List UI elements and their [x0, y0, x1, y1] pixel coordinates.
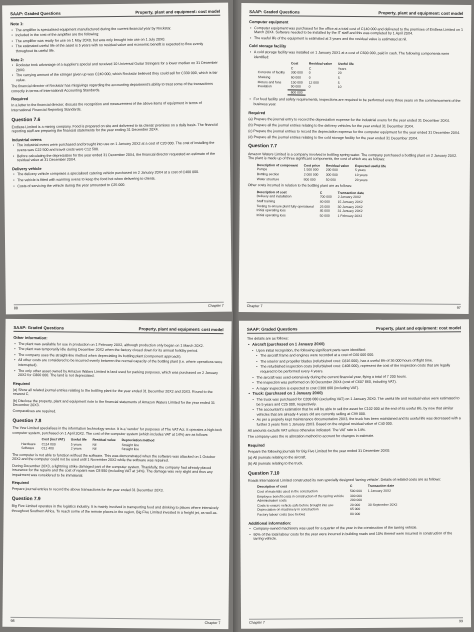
- bullet: • Company-owned machinery was used for a quarter of the year in the construction of the tarring vehicle.: [253, 525, 462, 531]
- table-cell: Hardware: [21, 441, 36, 446]
- page-number: 97: [456, 305, 461, 310]
- table-header: Cost (incl VAT): [41, 437, 65, 442]
- bullet: • Included in the cost of the amplifier are the following:: [15, 31, 220, 38]
- costs-table: [253, 190, 367, 219]
- required-heading: Required: [11, 480, 29, 486]
- table-cell: 10: [337, 85, 342, 90]
- bullet: • For food facility and safety requirements, inspections are required to be performed every three years on the commencement of the business year.: [253, 97, 462, 108]
- paragraph: Big Five Limited operates in the logistics industry. It is mainly involved in transporting food and drinking to places where intensively throughout Southern Africa. To reach some of the remote places in the region, Big Five Limited invested in a freight jet, as well as.: [11, 504, 219, 515]
- bullet: • The interior and propeller blades (refurbished cost: C816 000), has a useful life of 36 000 hours of flight time.: [260, 358, 461, 364]
- required-item: (a) Prepare the journal entry to record the depreciation expense for the industrial ovens for the year ended 31 December 20X4.: [248, 116, 450, 123]
- table-cell: Nil: [92, 447, 97, 452]
- required-item: (b) All journals relating to the truck.: [247, 461, 304, 466]
- page-number: 98: [10, 618, 15, 623]
- paragraph: Prepare journal entries to record the above transactions for the year ended 31 December 20X3.: [11, 487, 164, 493]
- header-left: SAAP: Graded Questions: [249, 9, 300, 15]
- table-cell: Costs to ensure vehicle safe before brought into use: [257, 502, 334, 508]
- bullet: • A cold storage facility was installed on 1 January 20X1 at a cost of C600 000, paid in cash. The following components were identified:: [254, 50, 463, 61]
- table-cell: Nil: [92, 442, 97, 447]
- table-cell: 20 000: [350, 502, 361, 507]
- table-cell: Straight line: [121, 442, 140, 447]
- table-row: [18, 446, 157, 452]
- bullet: • The company uses the straight-line method when depreciating its bottling plant (component approach).: [18, 353, 223, 360]
- table-cell: 90 000: [290, 84, 301, 89]
- table-cell: 5 years: [70, 442, 82, 447]
- page-top-left: [2, 3, 232, 315]
- table-row: [253, 213, 366, 219]
- header-right: Property, plant and equipment: cost model: [378, 10, 464, 16]
- table-cell: 10 years: [354, 172, 368, 178]
- page-body: [10, 20, 222, 189]
- table-cell: 800 000: [303, 177, 316, 182]
- required-heading: Required: [11, 96, 29, 102]
- table-total: 600 000: [288, 90, 306, 96]
- page-header: [249, 9, 463, 18]
- table-cell: 5: [337, 75, 340, 80]
- bullet: • The carrying amount of the stringer given up was C240 000, which Rockstar believed they could sell for C330 000, which is fair value.: [16, 71, 221, 83]
- table-cell: Factory labour costs (see below): [257, 512, 305, 517]
- section-heading: Industrial ovens: [11, 136, 42, 143]
- table-cell: Initial operating loss: [256, 212, 286, 218]
- table-cell: 300 000: [290, 70, 303, 75]
- chapter-label: Chapter 7: [207, 303, 224, 308]
- table-cell: Insulation: [257, 84, 272, 89]
- table-cell: 2 years: [70, 446, 82, 451]
- table-cell: 700 000: [319, 195, 332, 200]
- bullet: • Costs of servicing the vehicle during the year amounted to C25 000.: [17, 181, 222, 188]
- book-gutter-shadow: [233, 0, 239, 632]
- table-cell: 1 February 20X2: [337, 213, 363, 218]
- table-cell: Employee benefit costs in construction of the tarring vehicle: [257, 493, 345, 499]
- table-cell: Water structure: [256, 176, 280, 181]
- table-cell: 500 000: [349, 488, 362, 493]
- table-row: [254, 512, 400, 518]
- paragraph: During December 20X3, a lightning strike damaged part of the computer system. Thankfully, the company had already placed insurance for the repairs and the cost of repairs was C8 550 (including VAT at 14%). The damage was very slight and thus any impairment was considered to be immaterial.: [11, 463, 213, 478]
- bullet: • The aircraft frame and engines were recorded at a cost of C60 000 000.: [260, 353, 461, 359]
- bullet: • The accountant's estimation that he will be able to sell the asset for C102 000 at the end of its useful life, by now that similar vehicles that are already 4 years old are currently selling at C99 000.: [257, 406, 462, 417]
- table-header: Useful life: [337, 62, 354, 67]
- table-header: Transaction date: [367, 484, 395, 489]
- table-cell: 1 January 20X2: [367, 488, 392, 493]
- table-cell: 80 000: [350, 511, 361, 516]
- table-cell: Initial operating loss: [256, 208, 286, 213]
- bullet: • The truck was purchased for C208 080 (excluding VAT) on 1 January 20X0. The useful life and residual value were estimated to be 5 years and C25 000, respectively.: [256, 396, 461, 407]
- section-heading: Other information:: [13, 334, 48, 341]
- paragraph: Endless Limited is a mining company. Food is prepared on site and delivered to its clients' premises on a daily basis. The financial reporting staff are preparing the financial statements for the year ending 31 December 20X4.: [11, 122, 218, 134]
- required-item: (a) All journals relating to the aircraft.: [247, 455, 307, 460]
- page-body: [247, 335, 462, 541]
- bullet: • The estimated useful life of the asset is 5 years with no residual value and economic benefit is expected to flow evenly throughout its useful life.: [16, 42, 221, 54]
- table-cell: 30 September 20X2: [367, 502, 398, 507]
- table-cell: [365, 512, 400, 517]
- table-cell: 65 000: [350, 507, 361, 512]
- table-cell: [306, 90, 335, 96]
- paragraph: The details are as follows:: [247, 336, 289, 341]
- bullet: • The refurbished inspection costs (refurbished cost: C408 000), represent the cost of the inspection costs that are legally required to be performed every 4 years.: [260, 364, 461, 375]
- header-right: Property, plant and equipment: cost model: [138, 326, 224, 333]
- table-cell: 0: [308, 70, 311, 75]
- section-heading: Delivery vehicle: [12, 165, 42, 172]
- table-header: Cost: [290, 61, 299, 66]
- table-cell: Shelving: [257, 75, 271, 80]
- header-right: Property, plant and equipment: cost model: [135, 8, 221, 15]
- page-number: 88: [13, 306, 18, 311]
- table-cell: 80 000: [319, 199, 330, 204]
- table-cell: Depreciation on machinery in construction: [257, 507, 319, 512]
- bullet: • The inspection was performed on 30 December 20X4 (cost of C607 860, including VAT).: [256, 380, 461, 386]
- table-cell: [255, 89, 288, 95]
- required-item: (d) Prepare all the journal entries relating to the cold storage facility for the year ended 31 December 20X4.: [248, 134, 419, 141]
- table-header: Residual value: [308, 61, 332, 66]
- table-cell: 2 January 20X2: [337, 195, 361, 200]
- table-cell: Software: [21, 446, 35, 451]
- table-header: Cost price: [303, 163, 320, 168]
- chapter-label: Chapter 7: [249, 620, 265, 625]
- table-cell: Cost of materials used in the construction: [257, 489, 318, 494]
- table-cell: 15 January 20X2: [337, 199, 363, 204]
- bullet: • Computer equipment was purchased for the office at a total cost of C140 000 and delivered to the premises of Endless Limited on 1 March 20X4. Software needed to be installed by the IT staff and this was completed by 1 April 20X4.: [254, 26, 463, 37]
- required-item: (a) Show all related journal entries relating to the bottling plant for the year ended 31 December 20X2 and 20X3. Round to the nearest C.: [12, 387, 213, 397]
- bullet: • The industrial ovens were purchased and brought into use on 1 January 20X2 at a cost of C20 000. The cost of installing the ovens was C22 500 and travel costs were C12 500.: [17, 141, 222, 153]
- table-cell: 25 000: [319, 204, 330, 209]
- table-header: C: [319, 190, 323, 195]
- bullet: • As per a properly kept maintenance documentation 20X3, the truck has been maintained and its useful life was decreased with a further 3 years from 1 January 20X3. Based on the original residual value of C40 000.: [257, 417, 462, 428]
- page-header: [10, 9, 220, 19]
- section-heading: Additional information:: [248, 519, 292, 526]
- bullet: • A major inspection is expected to cost C300 000 (including VAT).: [256, 385, 461, 391]
- paragraph: All amounts exclude VAT unless otherwise indicated. The VAT rate is 14%.: [247, 428, 366, 433]
- bullet: • The plant was temporarily idle during December 20X2 when the factory closed down for its annual holiday period.: [18, 347, 223, 354]
- question-title: Question 7.7: [248, 144, 277, 150]
- bullet: • The amplifier was ready for use on 1 May 20X0, but was only brought into use on 1 July 20X0.: [16, 37, 221, 44]
- bullet: • 90% of the total labour costs for the year were incurred in building roads and 10% thereof were incurred in construction of the tarring vehicle.: [253, 531, 462, 542]
- question-title: Question 7.9: [11, 496, 41, 503]
- table-header: Residual value: [325, 163, 350, 168]
- page-bottom-left: [2, 319, 231, 629]
- bullet: • Upon initial recognition, the following significant parts were identified:: [256, 347, 461, 353]
- table-cell: Motors and fans: [257, 79, 282, 84]
- table-cell: Straight line: [121, 447, 139, 452]
- table-cell: 50 000: [319, 213, 330, 218]
- table-cell: 20 years: [354, 177, 368, 182]
- table-header: Depreciation method: [121, 438, 155, 443]
- table-unit: Years: [337, 66, 347, 71]
- section-heading: • Truck: (purchased on 1 January 20X0): [252, 391, 461, 397]
- required-item: (b) Disclose the property, plant and equipment note to the financial statements of Amazon Waters Limited for the year ended 31 December 20X3.: [12, 398, 215, 408]
- bullet: • The delivery vehicle comprises a specialised catering vehicle purchased on 2 January 20X4 at a cost of C400 000.: [17, 170, 222, 177]
- chapter-label: Chapter 7: [246, 304, 263, 309]
- table-cell: 60 000: [290, 75, 301, 80]
- page-bottom-right: [239, 319, 471, 629]
- table-cell: 5 years: [354, 168, 366, 173]
- note-title: Note 1:: [10, 21, 24, 27]
- table-cell: 50 000: [325, 177, 336, 182]
- paragraph: The Yew Limited specialises in the information technology sector. It is a 'vendor' for purposes of The VAT Act. It operates a high-tech computer system, purchased on 1 April 20X2. The cost of the computer system (which includes VAT at 14%) are as follows:: [12, 425, 223, 437]
- table-cell: Pumps: [256, 167, 268, 172]
- page-top-right: [239, 3, 472, 314]
- paragraph: Prepare the following journals for Big Five Limited for the year ended 31 December 20X0:: [247, 448, 391, 454]
- paragraph: The company uses the re allocation method to account for changes in estimate.: [247, 434, 375, 439]
- paragraph: Other costs incurred in relation to the bottling plant are as follows:: [247, 183, 353, 189]
- table-cell: 20: [337, 71, 342, 76]
- table-unit: C: [290, 66, 294, 71]
- table-cell: 300 000: [350, 493, 362, 498]
- question-title: Question 7.6: [11, 117, 41, 123]
- table-header: Transaction date: [337, 190, 365, 195]
- table-cell: Administration costs: [257, 498, 287, 503]
- page-header: [13, 325, 223, 334]
- required-heading: Required: [247, 442, 265, 448]
- table-cell: 300 000: [325, 172, 338, 177]
- bullet: • Before calculating the depreciation for the year ended 31 December 20X4, the financial director requested an estimate of the residual value at 31 December 20X4.: [17, 151, 222, 163]
- table-cell: 31 January 20X2: [337, 208, 363, 214]
- components-table: [255, 61, 357, 96]
- components-table: [254, 163, 389, 183]
- table-cell: 200 000: [325, 168, 338, 173]
- paragraph: Roads International Limited constructed its own specially designed 'tarring vehicle'. Details of related costs are as follows:: [248, 477, 441, 483]
- table-header: Description of cost: [257, 484, 287, 490]
- required-heading: Required: [248, 109, 266, 115]
- chapter-label: Chapter 7: [204, 620, 221, 626]
- table-cell: 0: [308, 84, 311, 89]
- table-cell: 30 January 20X2: [337, 204, 363, 209]
- page-number: 99: [459, 619, 464, 624]
- table-unit: C: [308, 66, 312, 71]
- header-left: SAAP: Graded Questions: [13, 324, 65, 331]
- paragraph: The computer is not able to function without the software. This was demonstrated when the software was attacked on 1 October 20X2 and the computer could not be used until 1 November 20X2 while the software was repaired.: [12, 452, 216, 464]
- table-cell: [335, 90, 357, 96]
- required-item: (c) Prepare the journal entries to record the depreciation expense for the computer equipment for the year ended 31 December 20X4.: [248, 128, 461, 135]
- section-heading: Computer equipment: [249, 19, 289, 25]
- required-heading: Required: [12, 380, 30, 386]
- table-cell: 85 000: [319, 208, 330, 213]
- paragraph: In a letter to the financial director, discuss the recognition and measurement of the above items of equipment in terms of International Financial Reporting Standards.: [11, 101, 202, 113]
- table-cell: Testing to ensure plant fully operational: [256, 203, 314, 209]
- section-heading: • Aircraft (purchased on 1 January 20X0): [252, 341, 461, 347]
- required-item: (b) Prepare all the journal entries relating to the delivery vehicles for the year ended 31 December 20X4.: [248, 122, 414, 129]
- bullet: • The vehicle is fitted with warming ovens to keep the food hot when delivering to clients.: [17, 176, 222, 183]
- paragraph: Amazon Waters Limited is a company involved in bottling spring water. The company purchased a bottling plant on 2 January 20X2. The plant is made up of three significant components, the cost of which are as follows:: [247, 151, 458, 162]
- bullet: • The aircraft was used extensively during the current financial year, flying a total of 7 200 hours.: [256, 374, 461, 380]
- header-left: SAAP: Graded Questions: [10, 10, 61, 17]
- table-cell: 0: [308, 75, 311, 80]
- table-cell: 150 000: [290, 79, 303, 85]
- header-left: SAAP: Graded Questions: [246, 326, 298, 332]
- page-header: [247, 325, 461, 333]
- page-footer: [10, 617, 220, 625]
- table-total-row: [255, 89, 357, 95]
- table-cell: 12 000: [308, 80, 319, 85]
- paragraph: The financial director of Rockstar has misgivings regarding the accounting department's ability to treat some of the transactions correctly in terms of International Accounting Standards.: [11, 81, 213, 93]
- bullet: • The useful life of the equipment is estimated at 3 years and the residual value is estimated at nil.: [254, 36, 463, 42]
- table-header: Description of component: [256, 162, 298, 168]
- header-right: Property, plant and equipment: cost model: [376, 325, 461, 331]
- table-cell: Staff training: [256, 199, 276, 204]
- question-title: Question 7.10: [247, 471, 280, 477]
- bullet: • Rockstar took advantage of a supplier's special and received 10 Universal Guitar Stringers for a lower median on 31 December 20X0.: [16, 61, 221, 73]
- table-header: Description of cost: [256, 189, 287, 195]
- section-heading: Cold storage facility: [248, 43, 287, 49]
- question-title: Question 7.8: [12, 418, 42, 425]
- table-header: Useful life: [70, 437, 87, 442]
- table-cell: 1 500 000: [303, 167, 319, 173]
- bullet: • The amplifier is specialised equipment manufactured during the current financial year by Rockstar.: [15, 25, 220, 32]
- table-cell: Delivery and installation: [256, 194, 292, 199]
- costs-table: [254, 484, 400, 517]
- note-title: Note 2:: [10, 56, 24, 62]
- table-cell: Concrete of facility: [257, 70, 285, 75]
- table-header: C: [349, 484, 353, 489]
- table-header: Residual value: [92, 437, 116, 443]
- bullet: • All other costs are considered to be incurred evenly between the normal capacity of the bottling plant (i.e. where operations were interrupted).: [18, 358, 223, 369]
- table-cell: 5: [337, 80, 340, 85]
- page-body: [12, 336, 224, 516]
- bullet: • The plant was available for use in production on 1 February 20X2, although production only began on 1 March 20X2.: [18, 342, 223, 349]
- bullet: • The only other asset owned by Amazon Waters Limited is land used for parking purposes, which was purchased on 2 January 20X2 for C800 000. The land is not depreciated.: [18, 369, 223, 380]
- page-body: [247, 20, 463, 219]
- table-cell: Bottling section: [256, 172, 280, 177]
- table-cell: C11 400: [41, 446, 54, 451]
- table-cell: 200 000: [350, 498, 362, 503]
- page-footer: [249, 617, 463, 624]
- page-footer: [14, 302, 224, 311]
- system-table: [18, 437, 157, 452]
- table-row: [254, 177, 389, 183]
- table-cell: 2 000 000: [303, 172, 319, 177]
- page-footer: [247, 302, 461, 310]
- table-header: Expected useful life: [354, 163, 386, 169]
- paragraph: Comparatives are required.: [12, 409, 57, 414]
- table-cell: C114 000: [41, 441, 56, 447]
